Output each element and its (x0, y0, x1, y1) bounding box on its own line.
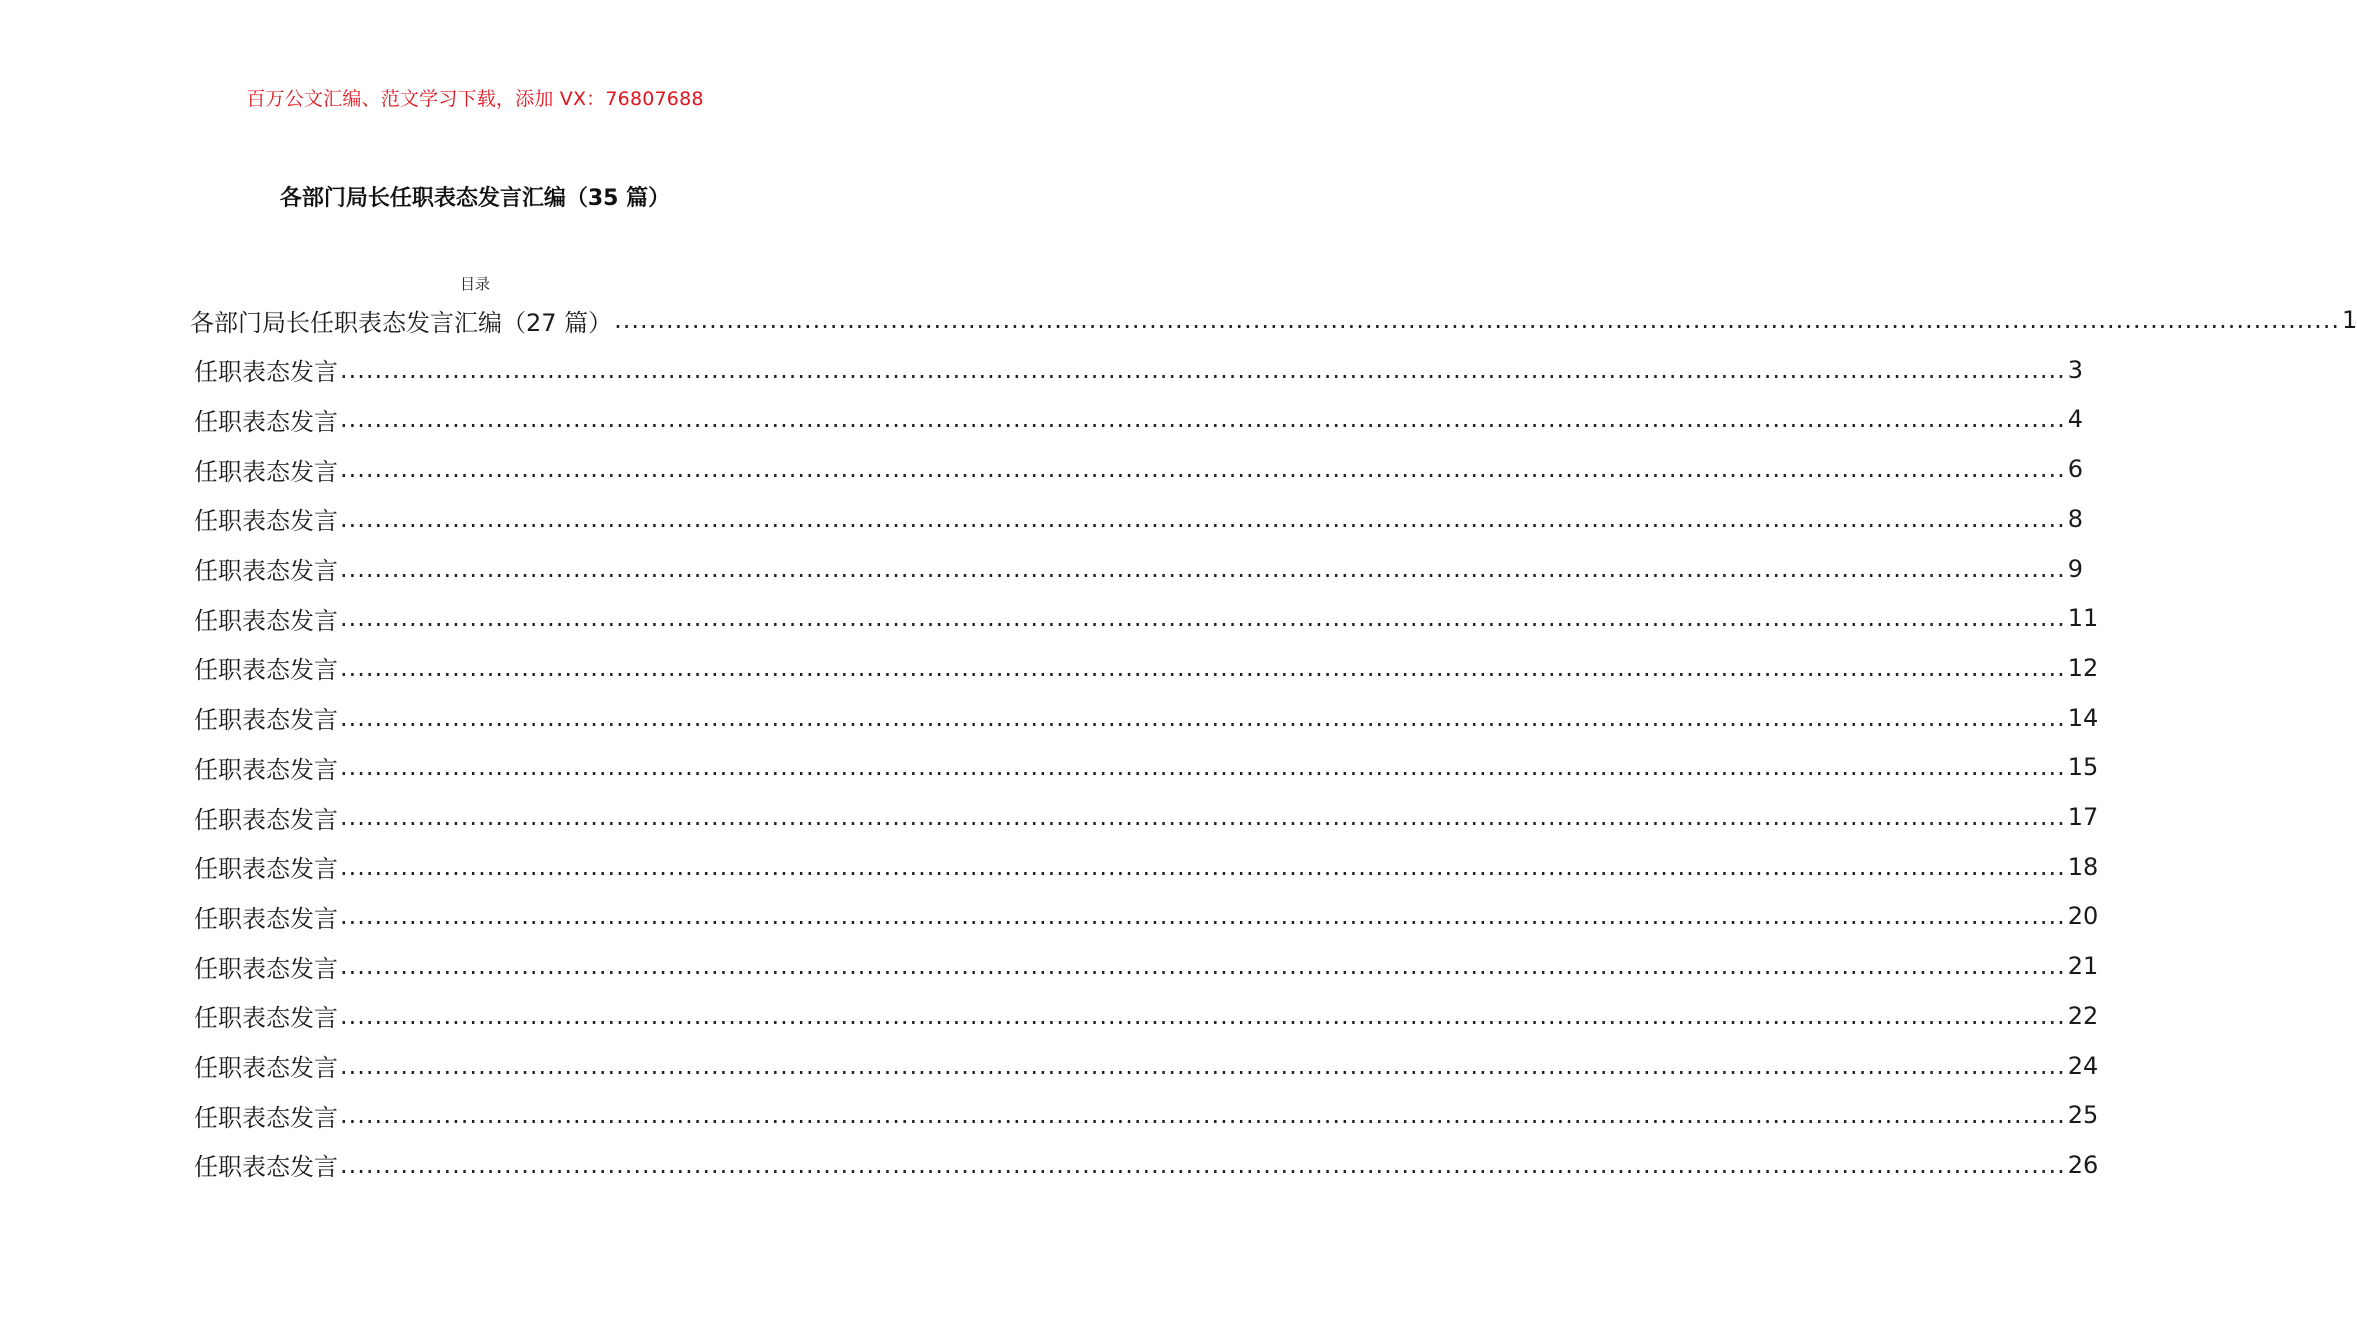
toc-entry[interactable] (194, 645, 2099, 691)
toc-entry-page-number: 15 (2067, 753, 2099, 782)
toc-dot-leader: ........................................................................................................................................................................................................ (340, 504, 2066, 533)
toc-entry-title: 任职表态发言 (194, 1054, 338, 1082)
toc-entry-page-number: 20 (2067, 902, 2099, 931)
toc-entry[interactable] (194, 943, 2099, 989)
toc-entry-page-number: 18 (2067, 852, 2099, 881)
toc-entry[interactable] (194, 844, 2099, 890)
toc-entry-title: 任职表态发言 (194, 457, 338, 486)
toc-entry-title: 任职表态发言 (194, 706, 338, 735)
toc-entry[interactable] (194, 595, 2099, 641)
toc-entry-title: 任职表态发言 (194, 507, 338, 536)
toc-dot-leader: ........................................................................................................................................................................................................ (340, 554, 2066, 583)
toc-entry-page-number: 4 (2067, 405, 2084, 434)
toc-entry-page-number: 3 (2067, 355, 2084, 384)
toc-entry[interactable] (194, 893, 2099, 939)
toc-entry-title: 任职表态发言 (194, 954, 338, 983)
toc-entry[interactable] (194, 993, 2099, 1039)
toc-entry-title: 任职表态发言 (194, 1153, 338, 1182)
toc-entry[interactable] (194, 496, 2084, 542)
toc-dot-leader: ........................................................................................................................................................................................................ (340, 753, 2066, 782)
toc-dot-leader: ........................................................................................................................................................................................................ (340, 1101, 2066, 1130)
toc-entry-page-number: 6 (2067, 455, 2084, 484)
toc-entry-page-number: 9 (2067, 554, 2084, 583)
toc-entry[interactable] (194, 794, 2099, 840)
toc-dot-leader: ........................................................................................................................................................................................................ (340, 604, 2066, 633)
toc-entry-title: 任职表态发言 (194, 358, 338, 387)
toc-entry[interactable] (194, 1092, 2099, 1138)
toc-dot-leader: ........................................................................................................................................................................................................ (340, 455, 2066, 484)
toc-entry[interactable] (194, 695, 2099, 741)
toc-entry[interactable] (194, 1043, 2099, 1089)
toc-entry-title: 任职表态发言 (194, 805, 338, 834)
toc-entry[interactable] (194, 446, 2084, 492)
toc-dot-leader: ........................................................................................................................................................................................................ (340, 703, 2066, 732)
toc-entry[interactable] (194, 347, 2084, 393)
toc-entry-title: 任职表态发言 (194, 855, 338, 884)
toc-entry-page-number: 25 (2067, 1101, 2099, 1130)
toc-entry[interactable] (194, 396, 2084, 442)
toc-dot-leader: ........................................................................................................................................................................................................ (340, 653, 2066, 682)
toc-entry-title: 任职表态发言 (194, 755, 338, 784)
toc-entry-title: 任职表态发言 (194, 407, 338, 436)
toc-dot-leader: ........................................................................................................................................................................................................ (340, 355, 2066, 384)
toc-entry-title: 各部门局长任职表态发言汇编（27 篇） (190, 308, 613, 337)
toc-dot-leader: ........................................................................................................................................................................................................ (614, 306, 2340, 334)
toc-entry-page-number: 26 (2067, 1150, 2099, 1179)
toc-entry-title: 任职表态发言 (194, 606, 338, 635)
toc-dot-leader: ........................................................................................................................................................................................................ (340, 405, 2066, 434)
toc-entry[interactable] (194, 1142, 2099, 1188)
toc-dot-leader: ........................................................................................................................................................................................................ (340, 803, 2066, 831)
toc-dot-leader: ........................................................................................................................................................................................................ (340, 852, 2066, 881)
toc-entry[interactable] (194, 546, 2084, 592)
download-notice: 百万公文汇编、范文学习下载，添加 VX：76807688 (246, 88, 704, 110)
toc-entry-page-number: 24 (2067, 1051, 2099, 1080)
toc-entry-page-number: 11 (2067, 604, 2099, 633)
toc-entry-page-number: 21 (2067, 952, 2099, 981)
toc-entry[interactable] (194, 744, 2099, 790)
toc-dot-leader: ........................................................................................................................................................................................................ (340, 1150, 2066, 1179)
toc-dot-leader: ........................................................................................................................................................................................................ (340, 902, 2066, 931)
toc-entry-title: 任职表态发言 (194, 1004, 338, 1033)
toc-entry-title: 任职表态发言 (194, 904, 338, 933)
toc-heading: 目录 (459, 275, 490, 293)
toc-dot-leader: ........................................................................................................................................................................................................ (340, 952, 2066, 981)
document-title: 各部门局长任职表态发言汇编（35 篇） (279, 186, 671, 211)
toc-entry-page-number: 14 (2067, 703, 2099, 732)
toc-entry-title: 任职表态发言 (194, 656, 338, 685)
toc-entry-page-number: 17 (2067, 803, 2099, 831)
toc-entry-page-number: 12 (2067, 653, 2099, 682)
toc-entry-page-number: 1 (2341, 306, 2357, 334)
toc-entry-title: 任职表态发言 (194, 557, 338, 585)
toc-entry[interactable] (190, 297, 2357, 343)
toc-entry-page-number: 22 (2067, 1001, 2099, 1030)
toc-dot-leader: ........................................................................................................................................................................................................ (340, 1051, 2066, 1080)
toc-entry-title: 任职表态发言 (194, 1103, 338, 1132)
toc-dot-leader: ........................................................................................................................................................................................................ (340, 1001, 2066, 1030)
toc-entry-page-number: 8 (2067, 504, 2084, 533)
